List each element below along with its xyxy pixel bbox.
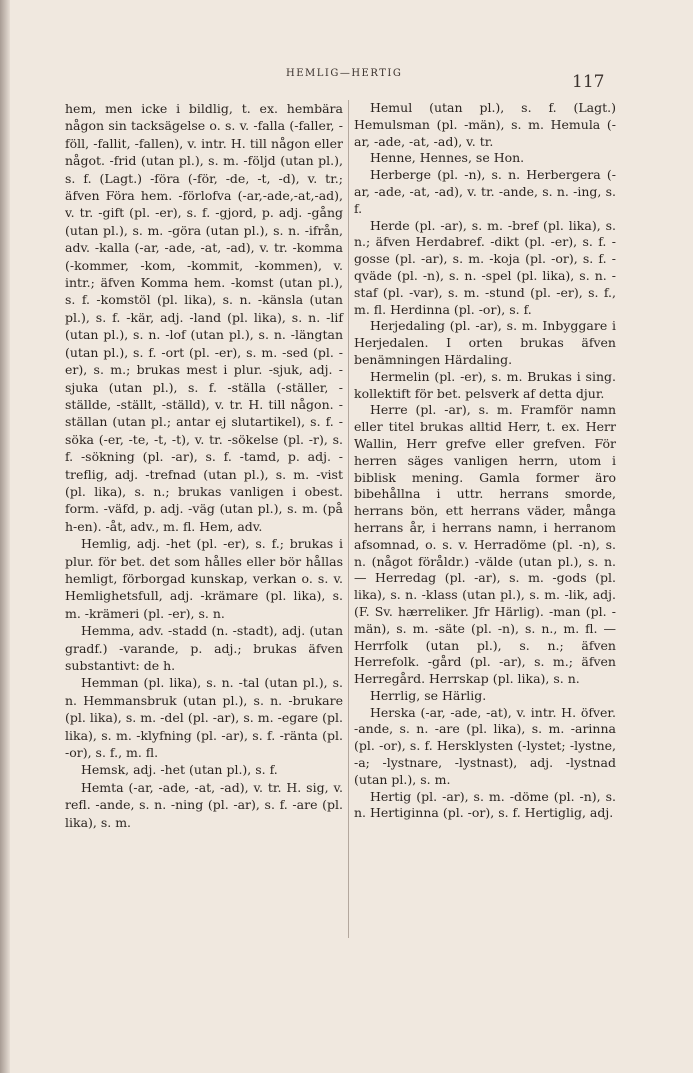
dictionary-entry: Herre (pl. -ar), s. m. Framför namn eller titel brukas alltid Herr, t. ex. Herr Wallin, Herr grefve eller grefven. För herren säges vanligen herrn, utom i biblisk mening. Gamla former äro bibehållna i uttr. herrans smorde, herrans bön, ett herrans väder, många herrans år, i herrans namn, i herranom afsomnad, o. s. v. Herradöme (pl. -n), s. n. (något föråldr.) -välde (utan pl.), s. n. — Herredag (pl. -ar), s. m. -gods (pl. lika), s. n. -klass (utan pl.), s. m. -lik, adj. (F. Sv. hærreliker. Jfr Härlig). -man (pl. -män), s. m. -säte (pl. -n), s. n., m. fl. — Herrfolk (utan pl.), s. n.; äfven Herrefolk. -gård (pl. -ar), s. m.; äfven Herregård. Herrskap (pl. lika), s. n.	[354, 402, 616, 687]
dictionary-entry: Herrlig, se Härlig.	[370, 687, 487, 703]
dictionary-entry: hem, men icke i bildlig, t. ex. hembära någon sin tacksägelse o. s. v. -falla (-faller, -föll, -fallit, -fallen), v. intr. H. till någon eller något. -frid (utan pl.), s. m. -följd (utan pl.), s. f. (Lagt.) -föra (-för, -de, -t, -d), v. tr.; äfven Föra hem. -förlofva (-ar,-ade,-at,-ad), v. tr. -gift (pl. -er), s. f. -gjord, p. adj. -gång (utan pl.), s. m. -göra (utan pl.), s. n. -ifrån, adv. -kalla (-ar, -ade, -at, -ad), v. tr. -komma (-kommer, -kom, -kommit, -kommen), v. intr.; äfven Komma hem. -komst (utan pl.), s. f. -komstöl (pl. lika), s. n. -känsla (utan pl.), s. f. -kär, adj. -land (pl. lika), s. n. -lif (utan pl.), s. n. -lof (utan pl.), s. n. -längtan (utan pl.), s. f. -ort (pl. -er), s. m. -sed (pl. -er), s. m.; brukas mest i plur. -sjuk, adj. -sjuka (utan pl.), s. f. -ställa (-ställer, -ställde, -ställt, -ställd), v. tr. H. till någon. -ställan (utan pl.; antar ej slutartikel), s. f. -söka (-er, -te, -t, -t), v. tr. -sökelse (pl. -r), s. f. -sökning (pl. -ar), s. f. -tamd, p. adj. -treflig, adj. -trefnad (utan pl.), s. m. -vist (pl. lika), s. n.; brukas vanligen i obest. form. -väfd, p. adj. -väg (utan pl.), s. m. (på h-en). -åt, adv., m. fl. Hem, adv.	[65, 101, 343, 534]
dictionary-entry: Hertig (pl. -ar), s. m. -döme (pl. -n), s. n. Hertiginna (pl. -or), s. f. Hertiglig, adj.	[354, 788, 616, 821]
dictionary-entry: Herberge (pl. -n), s. n. Herbergera (-ar, -ade, -at, -ad), v. tr. -ande, s. n. -ing, s. f.	[354, 167, 616, 216]
dictionary-entry: Hemta (-ar, -ade, -at, -ad), v. tr. H. sig, v. refl. -ande, s. n. -ning (pl. -ar), s. f. -are (pl. lika), s. m.	[65, 779, 343, 830]
dictionary-entry: Hemman (pl. lika), s. n. -tal (utan pl.), s. n. Hemmansbruk (utan pl.), s. n. -brukare (pl. lika), s. m. -del (pl. -ar), s. m. -egare (pl. lika), s. m. -klyfning (pl. -ar), s. f. -ränta (pl. -or), s. f., m. fl.	[65, 675, 343, 761]
column-divider	[348, 100, 349, 938]
left-column	[65, 100, 343, 831]
dictionary-entry: Herde (pl. -ar), s. m. -bref (pl. lika), s. n.; äfven Herdabref. -dikt (pl. -er), s. f. -gosse (pl. -ar), s. m. -koja (pl. -or), s. f. -qväde (pl. -n), s. n. -spel (pl. lika), s. n. -staf (pl. -var), s. m. -stund (pl. -er), s. f., m. fl. Herdinna (pl. -or), s. f.	[354, 217, 616, 317]
dictionary-entry: Hemlig, adj. -het (pl. -er), s. f.; brukas i plur. för bet. det som hålles eller bör hållas hemligt, förborgad kunskap, verkan o. s. v. Hemlighetsfull, adj. -krämare (pl. lika), s. m. -krämeri (pl. -er), s. n.	[65, 536, 343, 621]
page-edge	[0, 0, 10, 1073]
dictionary-entry: Herska (-ar, -ade, -at), v. intr. H. öfver. -ande, s. n. -are (pl. lika), s. m. -arinna (pl. -or), s. f. Hersklysten (-lystet; -lystne, -a; -lystnare, -lystnast), adj. -lystnad (utan pl.), s. m.	[354, 704, 616, 787]
dictionary-entry: Hemul (utan pl.), s. f. (Lagt.) Hemulsman (pl. -män), s. m. Hemula (-ar, -ade, -at, -ad), v. tr.	[354, 100, 616, 149]
dictionary-entry: Hemsk, adj. -het (utan pl.), s. f.	[81, 762, 278, 778]
dictionary-entry: Herjedaling (pl. -ar), s. m. Inbyggare i Herjedalen. I orten brukas äfven benämningen Härdaling.	[354, 318, 616, 367]
right-column	[354, 100, 616, 822]
page-number: 117	[572, 72, 605, 92]
dictionary-entry: Hermelin (pl. -er), s. m. Brukas i sing. kollektift för bet. pelsverk af detta djur.	[354, 368, 616, 401]
dictionary-entry: Henne, Hennes, se Hon.	[370, 150, 525, 166]
running-header: HEMLIG—HERTIG	[286, 68, 403, 79]
dictionary-entry: Hemma, adv. -stadd (n. -stadt), adj. (utan gradf.) -varande, p. adj.; brukas äfven substantivt: de h.	[65, 623, 343, 673]
